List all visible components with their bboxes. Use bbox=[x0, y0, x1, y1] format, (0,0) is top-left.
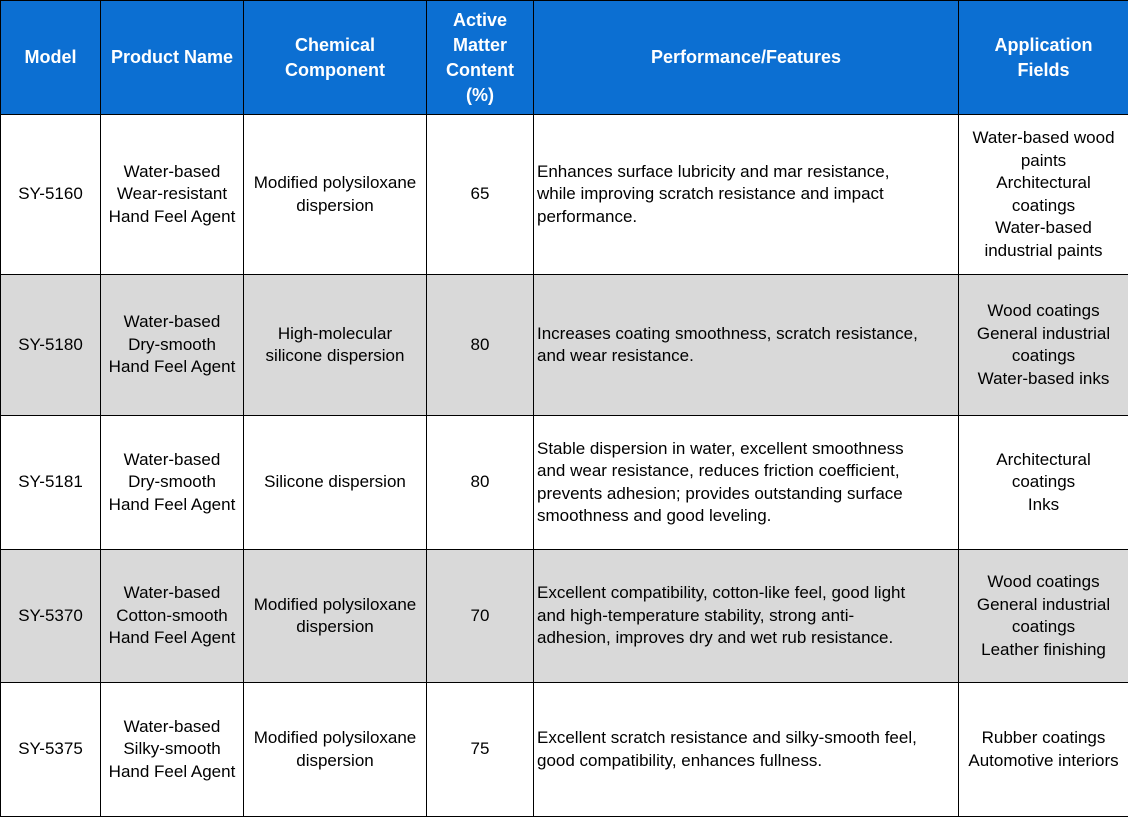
cell-application-fields bbox=[959, 275, 1128, 416]
cell-line: Silky-smooth bbox=[103, 738, 241, 761]
cell-line: coatings bbox=[961, 616, 1126, 639]
cell-line: Dry-smooth bbox=[103, 334, 241, 357]
cell-application-fields bbox=[959, 550, 1128, 683]
cell-line: good compatibility, enhances fullness. bbox=[537, 750, 956, 773]
cell-line: Hand Feel Agent bbox=[103, 761, 241, 784]
cell-active-matter-content: 70 bbox=[427, 550, 534, 683]
cell-line: Hand Feel Agent bbox=[103, 356, 241, 379]
cell-line: Hand Feel Agent bbox=[103, 206, 241, 229]
cell-line: industrial paints bbox=[961, 240, 1126, 263]
cell-line: Excellent scratch resistance and silky-smooth feel, bbox=[537, 727, 956, 750]
cell-line: Water-based bbox=[103, 449, 241, 472]
cell-line: General industrial bbox=[961, 594, 1126, 617]
cell-model: SY-5375 bbox=[1, 683, 101, 817]
cell-line: paints bbox=[961, 150, 1126, 173]
cell-line: Leather finishing bbox=[961, 639, 1126, 662]
cell-line: prevents adhesion; provides outstanding surface bbox=[537, 483, 956, 506]
cell-model: SY-5181 bbox=[1, 416, 101, 550]
cell-line: Wood coatings bbox=[961, 300, 1126, 323]
cell-application-fields bbox=[959, 115, 1128, 275]
cell-line: and wear resistance. bbox=[537, 345, 956, 368]
cell-line: Water-based wood bbox=[961, 127, 1126, 150]
cell-performance-features bbox=[534, 275, 959, 416]
table-row bbox=[1, 550, 1128, 683]
cell-product-name bbox=[101, 275, 244, 416]
cell-line: Water-based bbox=[103, 161, 241, 184]
cell-chemical-component bbox=[244, 416, 427, 550]
cell-line: General industrial bbox=[961, 323, 1126, 346]
cell-line: Wood coatings bbox=[961, 571, 1126, 594]
cell-line: Increases coating smoothness, scratch resistance, bbox=[537, 323, 956, 346]
cell-line: Fields bbox=[961, 58, 1126, 83]
cell-performance-features bbox=[534, 683, 959, 817]
cell-line: and wear resistance, reduces friction coefficient, bbox=[537, 460, 956, 483]
cell-chemical-component bbox=[244, 275, 427, 416]
cell-line: Active bbox=[429, 8, 531, 33]
cell-line: Enhances surface lubricity and mar resistance, bbox=[537, 161, 956, 184]
cell-line: silicone dispersion bbox=[246, 345, 424, 368]
cell-line: Water-based bbox=[103, 716, 241, 739]
header-application-fields bbox=[959, 1, 1128, 115]
cell-line: Content bbox=[429, 58, 531, 83]
cell-active-matter-content: 65 bbox=[427, 115, 534, 275]
cell-line: Modified polysiloxane bbox=[246, 727, 424, 750]
cell-line: Inks bbox=[961, 494, 1126, 517]
table-row bbox=[1, 683, 1128, 817]
cell-line: Chemical bbox=[246, 33, 424, 58]
cell-model: SY-5370 bbox=[1, 550, 101, 683]
table-row bbox=[1, 115, 1128, 275]
cell-line: Dry-smooth bbox=[103, 471, 241, 494]
cell-line: while improving scratch resistance and impact bbox=[537, 183, 956, 206]
cell-line: Water-based bbox=[103, 311, 241, 334]
cell-line: Water-based inks bbox=[961, 368, 1126, 391]
cell-line: dispersion bbox=[246, 616, 424, 639]
cell-chemical-component bbox=[244, 115, 427, 275]
cell-line: coatings bbox=[961, 471, 1126, 494]
header-performance-features bbox=[534, 1, 959, 115]
cell-line: coatings bbox=[961, 195, 1126, 218]
cell-line: smoothness and good leveling. bbox=[537, 505, 956, 528]
cell-line: Wear-resistant bbox=[103, 183, 241, 206]
cell-chemical-component bbox=[244, 683, 427, 817]
cell-line: and high-temperature stability, strong anti- bbox=[537, 605, 956, 628]
cell-line: Hand Feel Agent bbox=[103, 627, 241, 650]
cell-chemical-component bbox=[244, 550, 427, 683]
cell-line: High-molecular bbox=[246, 323, 424, 346]
header-model bbox=[1, 1, 101, 115]
header-row bbox=[1, 1, 1128, 115]
cell-line: Automotive interiors bbox=[961, 750, 1126, 773]
table-row bbox=[1, 275, 1128, 416]
cell-line: coatings bbox=[961, 345, 1126, 368]
cell-line: Cotton-smooth bbox=[103, 605, 241, 628]
cell-application-fields bbox=[959, 416, 1128, 550]
cell-line: Excellent compatibility, cotton-like feel, good light bbox=[537, 582, 956, 605]
header-product-name bbox=[101, 1, 244, 115]
cell-line: Performance/Features bbox=[536, 45, 956, 70]
cell-line: adhesion, improves dry and wet rub resistance. bbox=[537, 627, 956, 650]
cell-product-name bbox=[101, 550, 244, 683]
cell-model: SY-5160 bbox=[1, 115, 101, 275]
cell-line: Product Name bbox=[103, 45, 241, 70]
cell-line: Water-based bbox=[103, 582, 241, 605]
cell-line: Water-based bbox=[961, 217, 1126, 240]
cell-line: Silicone dispersion bbox=[246, 471, 424, 494]
cell-product-name bbox=[101, 115, 244, 275]
header-active-matter-content bbox=[427, 1, 534, 115]
cell-line: performance. bbox=[537, 206, 956, 229]
cell-line: Architectural bbox=[961, 172, 1126, 195]
table-row bbox=[1, 416, 1128, 550]
cell-line: Model bbox=[3, 45, 98, 70]
cell-line: Modified polysiloxane bbox=[246, 172, 424, 195]
cell-line: Matter bbox=[429, 33, 531, 58]
cell-performance-features bbox=[534, 416, 959, 550]
cell-product-name bbox=[101, 683, 244, 817]
cell-model: SY-5180 bbox=[1, 275, 101, 416]
cell-performance-features bbox=[534, 115, 959, 275]
cell-performance-features bbox=[534, 550, 959, 683]
cell-line: Hand Feel Agent bbox=[103, 494, 241, 517]
cell-line: Architectural bbox=[961, 449, 1126, 472]
cell-line: dispersion bbox=[246, 750, 424, 773]
header-chemical-component bbox=[244, 1, 427, 115]
cell-line: Stable dispersion in water, excellent smoothness bbox=[537, 438, 956, 461]
cell-active-matter-content: 80 bbox=[427, 275, 534, 416]
cell-active-matter-content: 75 bbox=[427, 683, 534, 817]
cell-line: Rubber coatings bbox=[961, 727, 1126, 750]
cell-line: Component bbox=[246, 58, 424, 83]
cell-line: Application bbox=[961, 33, 1126, 58]
cell-line: (%) bbox=[429, 83, 531, 108]
cell-line: dispersion bbox=[246, 195, 424, 218]
cell-active-matter-content: 80 bbox=[427, 416, 534, 550]
cell-application-fields bbox=[959, 683, 1128, 817]
cell-line: Modified polysiloxane bbox=[246, 594, 424, 617]
cell-product-name bbox=[101, 416, 244, 550]
